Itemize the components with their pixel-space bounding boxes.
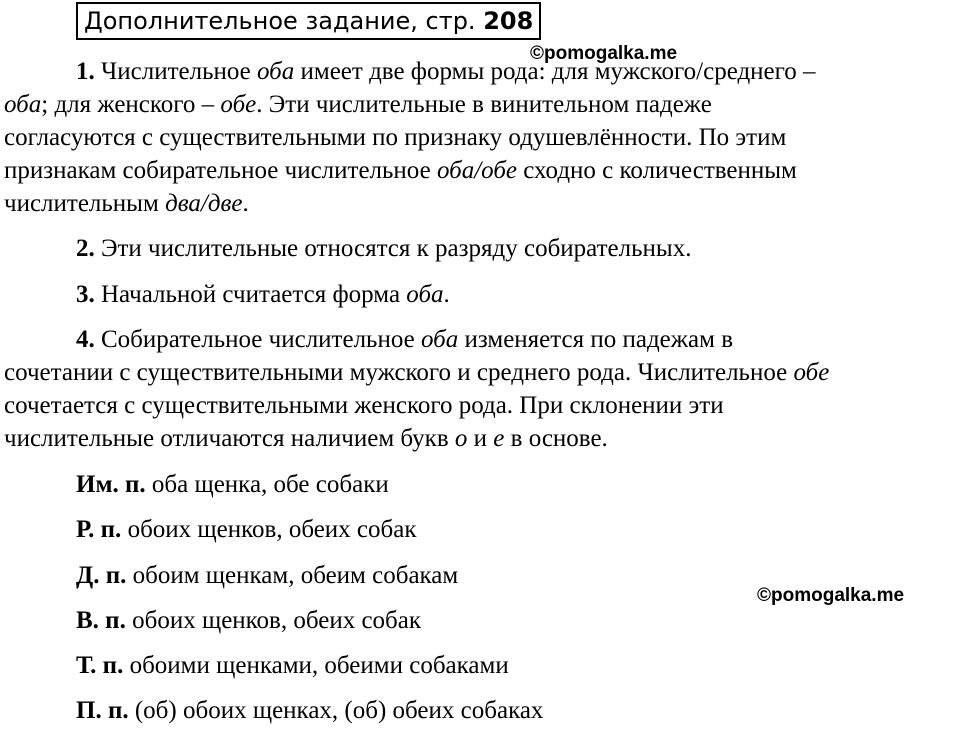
case-label: Им. п. [76, 471, 146, 498]
paragraph-4-line-3: сочетается с существительными женского рода. При склонении эти [4, 392, 724, 419]
watermark-top: ©pomogalka.me [530, 43, 678, 64]
case-forms: (об) обоих щенках, (об) обеих собаках [128, 697, 544, 724]
case-forms: оба щенка, обе собаки [145, 471, 389, 498]
page-number: 208 [483, 7, 534, 35]
case-label: В. п. [76, 607, 126, 634]
case-forms: обоих щенков, обеих собак [121, 516, 417, 543]
case-label: Р. п. [76, 516, 122, 543]
case-row-accusative [76, 606, 421, 636]
paragraph-3: 3. Начальной считается форма оба. [76, 281, 450, 308]
item-number: 1. [76, 58, 95, 85]
case-forms: обоих щенков, обеих собак [125, 607, 422, 634]
paragraph-1-line-3: согласуются с существительными по признаку одушевлённости. По этим [4, 124, 787, 151]
case-row-genitive [76, 515, 417, 545]
paragraph-1-line-1: 1. Числительное оба имеет две формы рода: для мужского/среднего – [76, 58, 816, 85]
paragraph-4-line-2: сочетании с существительными мужского и среднего рода. Числительное обе [4, 359, 830, 386]
case-label: П. п. [76, 697, 129, 724]
case-row-prepositional [76, 696, 543, 726]
paragraph-2: 2. Эти числительные относятся к разряду собирательных. [76, 235, 692, 262]
case-label: Т. п. [76, 652, 124, 679]
paragraph-1-line-2: оба; для женского – обе. Эти числительные в винительном падеже [4, 91, 712, 118]
case-row-instrumental [76, 651, 509, 681]
exercise-header [76, 2, 541, 40]
case-label: Д. п. [76, 562, 127, 589]
item-number: 2. [76, 235, 95, 262]
item-number: 3. [76, 281, 95, 308]
case-forms: обоими щенками, обеими собаками [123, 652, 509, 679]
case-forms: обоим щенкам, обеим собакам [126, 562, 459, 589]
case-row-dative [76, 561, 458, 591]
paragraph-1-line-4: признакам собирательное числительное оба/обе сходно с количественным [4, 157, 797, 184]
paragraph-1-line-5: числительным два/две. [4, 190, 249, 217]
header-title: Дополнительное задание, стр. [84, 7, 476, 35]
case-row-nominative [76, 470, 389, 500]
item-number: 4. [76, 326, 95, 353]
watermark-bottom: ©pomogalka.me [757, 585, 905, 606]
paragraph-4-line-4: числительные отличаются наличием букв о и е в основе. [4, 425, 608, 452]
paragraph-4-line-1: 4. Собирательное числительное оба изменяется по падежам в [76, 326, 734, 353]
